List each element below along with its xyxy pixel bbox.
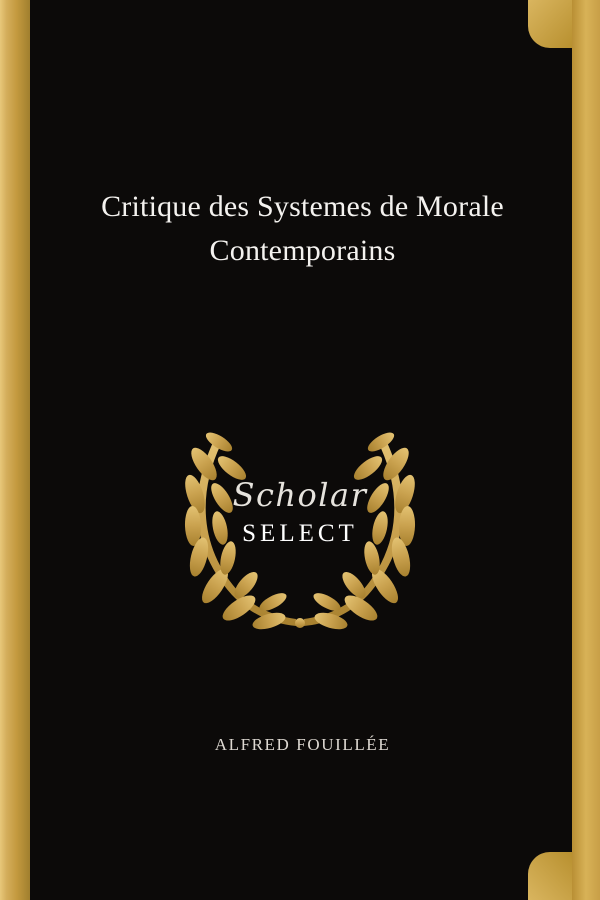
corner-notch-bottom-right bbox=[528, 852, 572, 900]
book-right-edge bbox=[572, 0, 600, 900]
author-name: ALFRED FOUILLÉE bbox=[214, 735, 391, 754]
title-block bbox=[60, 185, 545, 273]
scholar-select-emblem bbox=[170, 420, 430, 635]
emblem-word-select: SELECT bbox=[242, 520, 358, 547]
corner-notch-top-right bbox=[528, 0, 572, 48]
page-title: Critique des Systemes de Morale Contemporains bbox=[101, 190, 504, 267]
emblem-word-scholar: Scholar bbox=[232, 476, 368, 514]
book-spine bbox=[0, 0, 30, 900]
